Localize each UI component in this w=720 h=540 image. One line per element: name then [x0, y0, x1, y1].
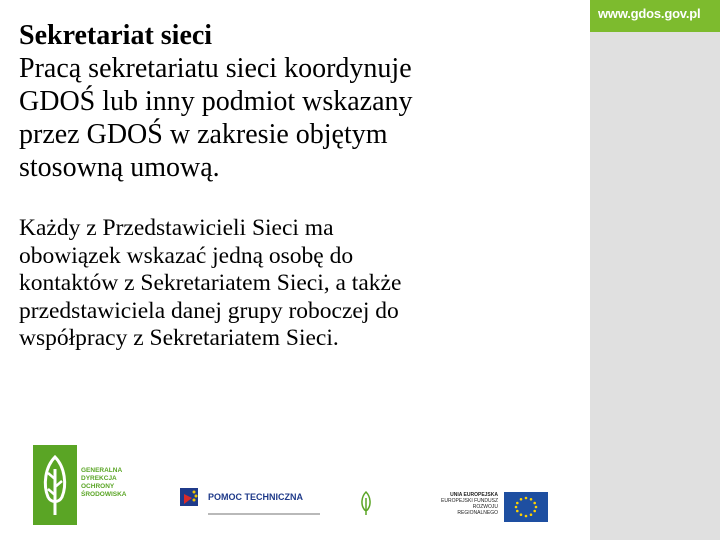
gdos-logo	[33, 445, 133, 525]
gdos-logo-mark	[33, 445, 77, 525]
eu-logo-line: ROZWOJU REGIONALNEGO	[457, 504, 498, 516]
gdos-logo-line: OCHRONY	[81, 483, 115, 490]
gdos-logo-line: ŚRODOWISKA	[81, 491, 127, 498]
paragraph-2-line: Każdy z Przedstawicieli Sieci ma	[19, 215, 334, 241]
flag-stars-icon	[178, 484, 202, 518]
paragraph-1-line: przez GDOŚ w zakresie objętym	[19, 119, 388, 150]
paragraph-2-line: współpracy z Sekretariatem Sieci.	[19, 325, 339, 351]
gdos-logo-text	[81, 467, 127, 499]
pomoc-techniczna-logo	[178, 484, 338, 524]
paragraph-2	[19, 215, 579, 353]
leaf-tree-icon	[33, 445, 77, 525]
gdos-logo-line: GENERALNA	[81, 467, 123, 474]
paragraph-1-line: GDOŚ lub inny podmiot wskazany	[19, 86, 413, 117]
eu-logo-line: EUROPEJSKI FUNDUSZ	[441, 498, 498, 504]
eu-logo-line: UNIA EUROPEJSKA	[450, 492, 498, 498]
pomoc-techniczna-title: POMOC TECHNICZNA	[208, 492, 303, 502]
slide-title: Sekretariat sieci	[19, 20, 213, 51]
small-green-logo	[360, 490, 400, 522]
paragraph-1-line: Pracą sekretariatu sieci koordynuje	[19, 53, 412, 84]
eu-logo-text	[432, 492, 498, 516]
eu-logo	[432, 492, 552, 524]
right-sidebar-panel	[590, 0, 720, 540]
eu-flag-icon	[504, 492, 548, 522]
slide-content	[19, 20, 579, 353]
leaf-icon	[360, 490, 372, 516]
website-url: www.gdos.gov.pl	[598, 6, 701, 21]
paragraph-1-line: stosowną umową.	[19, 152, 220, 183]
paragraph-2-line: obowiązek wskazać jedną osobę do	[19, 242, 354, 269]
pomoc-techniczna-subline	[208, 513, 320, 515]
paragraph-2-line: kontaktów z Sekretariatem Sieci, a także	[19, 270, 402, 296]
paragraph-1	[19, 52, 579, 184]
paragraph-2-line: przedstawiciela danej grupy roboczej do	[19, 297, 399, 324]
gdos-logo-line: DYREKCJA	[81, 475, 117, 482]
